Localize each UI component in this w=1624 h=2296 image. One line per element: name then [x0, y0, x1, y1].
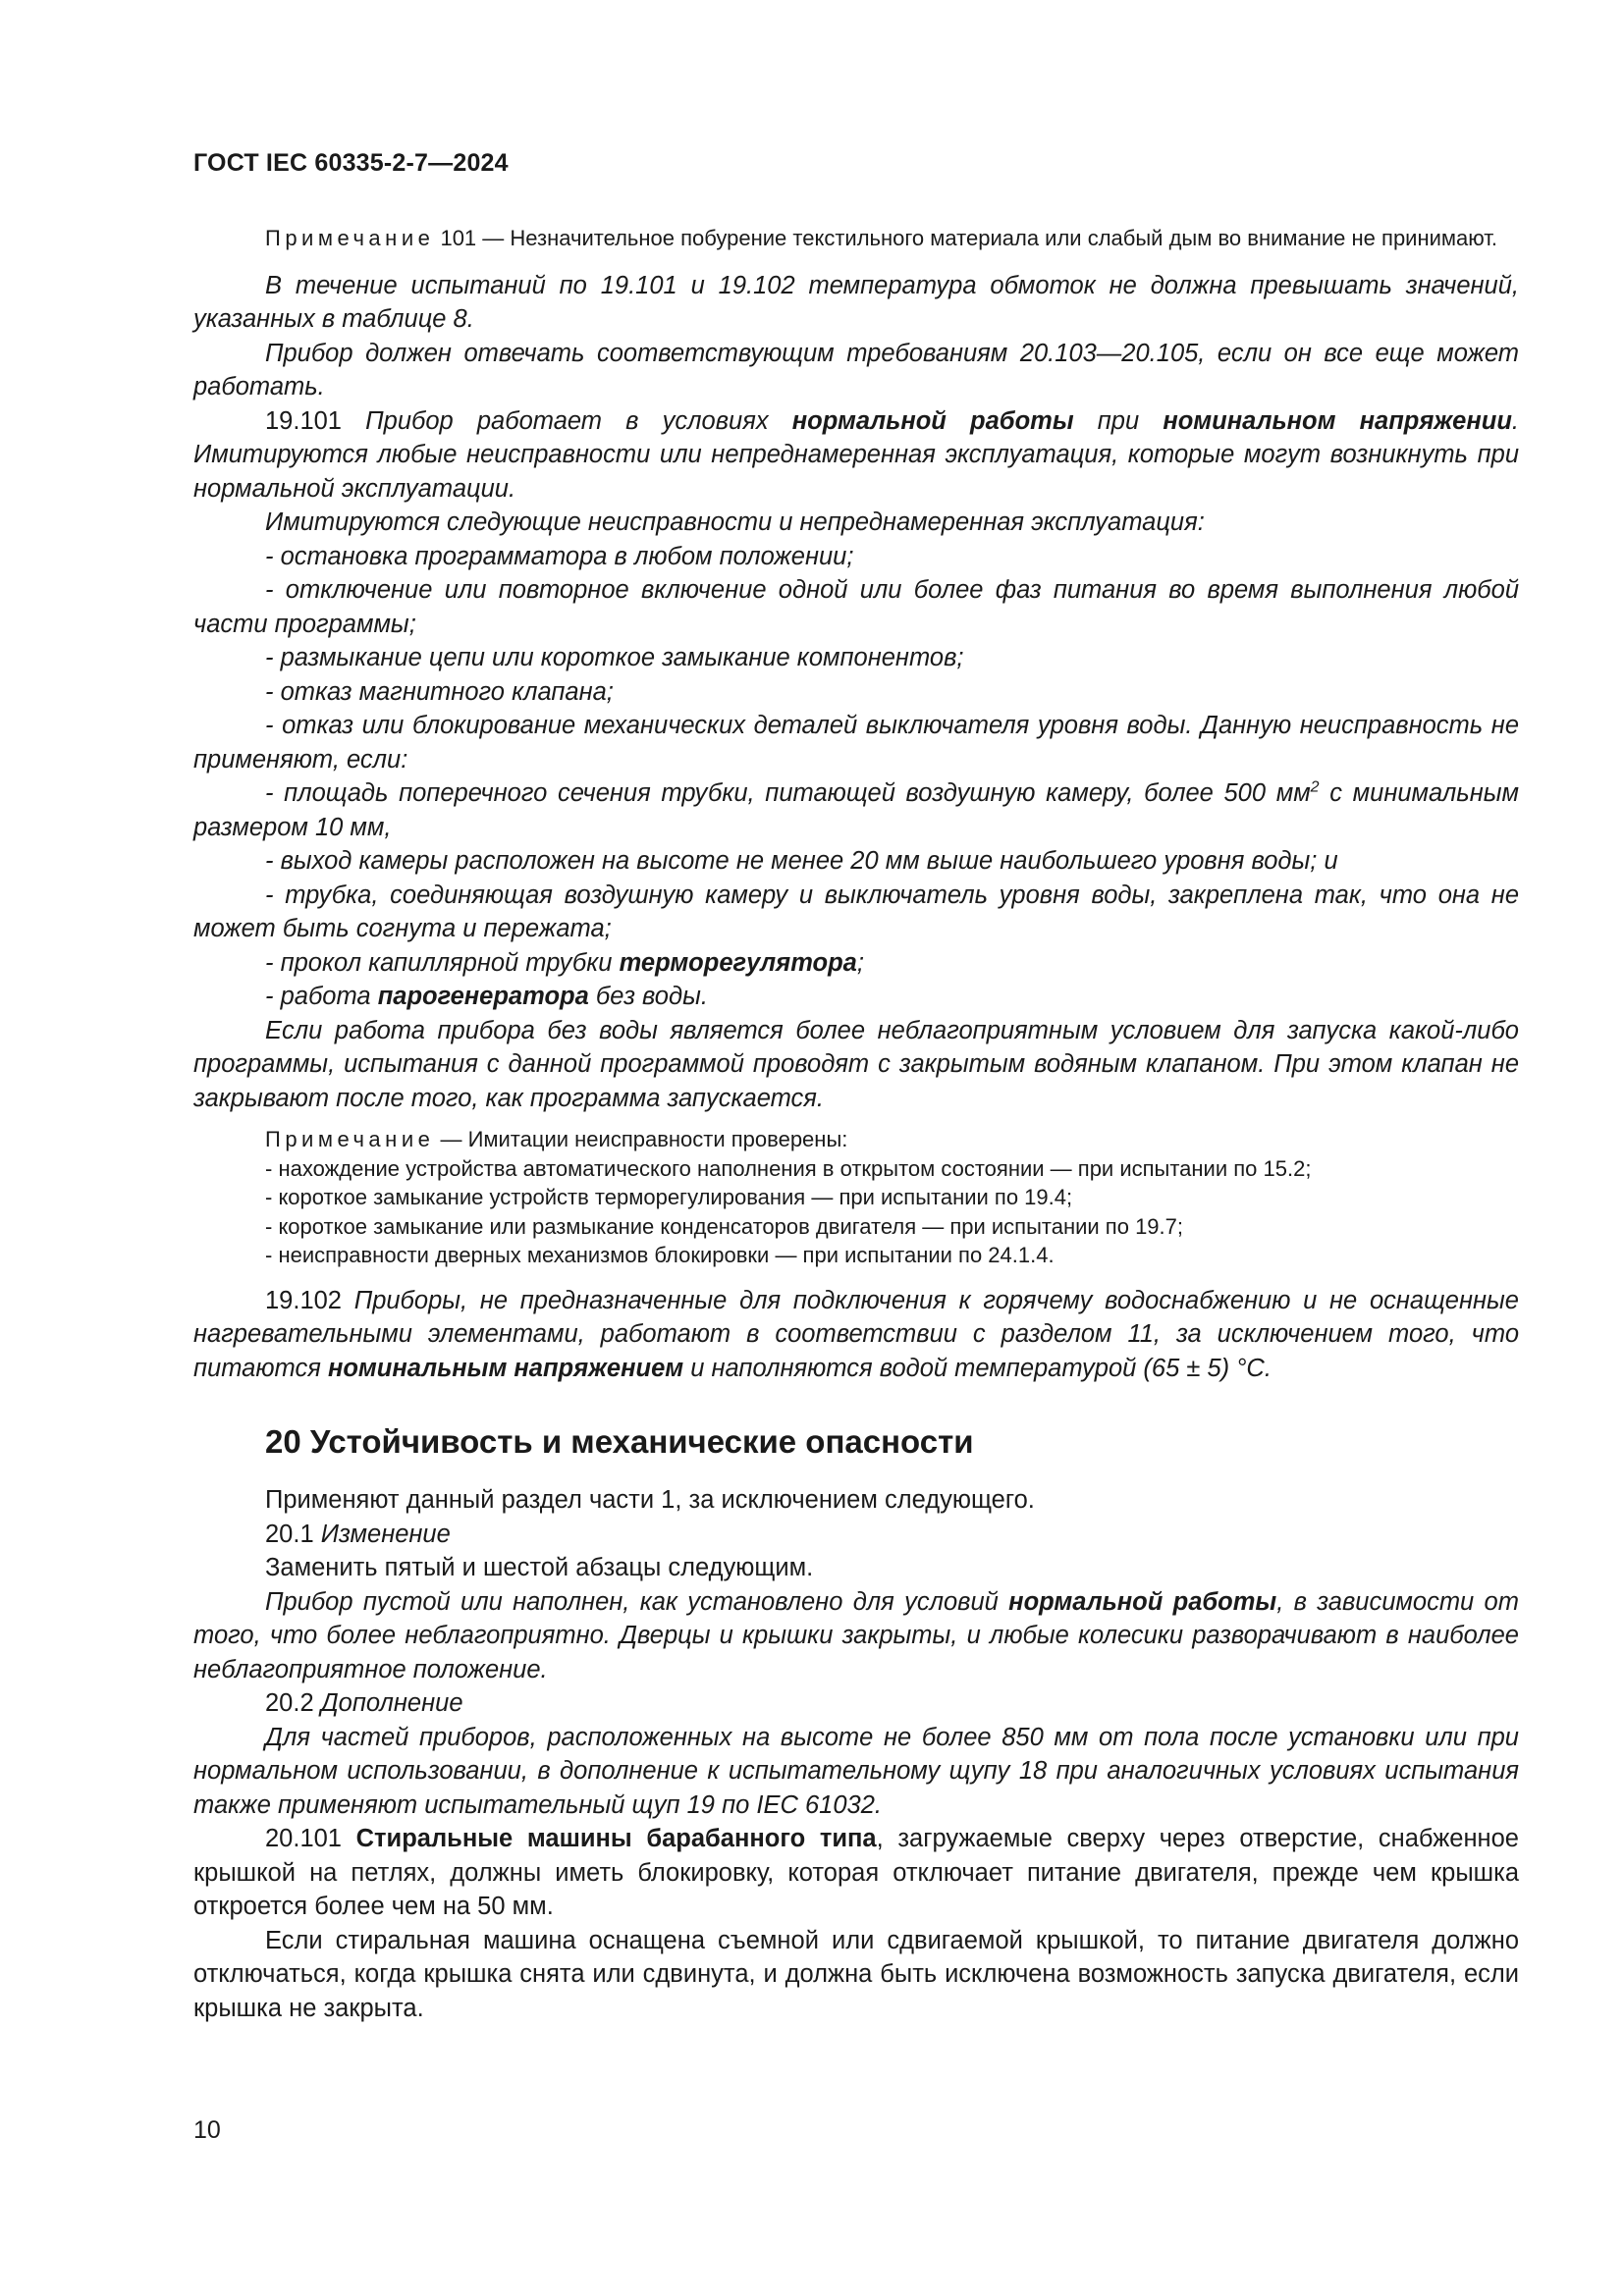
clause-20-2: 20.2 Дополнение [265, 1689, 463, 1717]
list-item: - отключение или повторное включение одной или более фаз питания во время выполнения любой части программы; [193, 576, 1519, 638]
clause-20-1: 20.1 Изменение [265, 1520, 451, 1548]
list-item-steam: - работа парогенератора без воды. [265, 983, 708, 1010]
term-normal-operation: нормальной работы [791, 406, 1074, 435]
imitation-intro: Имитируются следующие неисправности и непреднамеренная эксплуатация: [265, 508, 1205, 536]
clause-19-102: 19.102 Приборы, не предназначенные для подключения к горячему водоснабжению и не оснащенные нагревательными элементами, работают в соответствии с разделом 11, за исключением того, что питаются номинальным напряжением и наполняются водой температурой (65 ± 5) °С. [193, 1286, 1519, 1382]
term-rated-voltage: номинальном напряжении [1163, 406, 1512, 435]
list-item: - остановка программатора в любом положении; [265, 542, 854, 570]
note-item: - неисправности дверных механизмов блокировки — при испытании по 24.1.4. [265, 1243, 1055, 1267]
note-label: Примечание [265, 1127, 435, 1151]
paragraph-removable-lid: Если стиральная машина оснащена съемной или сдвигаемой крышкой, то питание двигателя должно отключаться, когда крышка снята или сдвинута, и должна быть исключена возможность запуска двигателя, если крышка не закрыта. [193, 1926, 1519, 2022]
term-drum-washer: Стиральные машины барабанного типа [355, 1825, 877, 1852]
note-label: Примечание [265, 226, 435, 250]
term-thermostat: терморегулятора [619, 948, 857, 977]
note-101 [193, 224, 1519, 253]
paragraph-apply: Применяют данный раздел части 1, за исключением следующего. [265, 1486, 1035, 1514]
clause-20-101: 20.101 Стиральные машины барабанного типа, загружаемые сверху через отверстие, снабженное крышкой на петлях, должны иметь блокировку, которая отключает питание двигателя, прежде чем крышка откроется более чем на 50 мм. [193, 1825, 1519, 1920]
paragraph-requirements: Прибор должен отвечать соответствующим требованиям 20.103—20.105, если он все еще может работать. [193, 339, 1519, 400]
clause-19-101: 19.101 Прибор работает в условиях нормальной работы при номинальном напряжении. Имитируются любые неисправности или непреднамеренная эксплуатация, которые могут возникнуть при нормальной эксплуатации. [193, 406, 1520, 503]
paragraph-device-state: Прибор пустой или наполнен, как установлено для условий нормальной работы, в зависимости от того, что более неблагоприятно. Дверцы и крышки закрыты, и любые колесики разворачивают в наиболее неблагоприятное положение. [193, 1587, 1519, 1683]
note-text: 101 — Незначительное побурение текстильного материала или слабый дым во внимание не принимают. [434, 226, 1498, 250]
list-item: - отказ магнитного клапана; [265, 677, 614, 706]
list-item: - размыкание цепи или короткое замыкание компонентов; [265, 644, 964, 671]
list-item-thermostat: - прокол капиллярной трубки терморегулятора; [265, 948, 864, 977]
paragraph-replace: Заменить пятый и шестой абзацы следующим. [265, 1554, 814, 1581]
note-item: - нахождение устройства автоматического наполнения в открытом состоянии — при испытании по 15.2; [265, 1155, 1312, 1181]
page-number: 10 [193, 2116, 221, 2144]
note-item: - короткое замыкание или размыкание конденсаторов двигателя — при испытании по 19.7; [265, 1213, 1183, 1239]
paragraph-winding-temp: В течение испытаний по 19.101 и 19.102 температура обмоток не должна превышать значений, указанных в таблице 8. [193, 271, 1519, 333]
paragraph-no-water: Если работа прибора без воды является более неблагоприятным условием для запуска какой-либо программы, испытания с данной программой проводят с закрытым водяным клапаном. При этом клапан не закрывают после того, как программа запускается. [193, 1016, 1519, 1112]
clause-number: 19.101 [265, 406, 366, 435]
sublist-item: - площадь поперечного сечения трубки, питающей воздушную камеру, более 500 $мм^2$ с минимальным размером 10 мм, [193, 778, 1519, 841]
clause-number: 19.102 [265, 1286, 354, 1314]
term-steam-generator: парогенератора [377, 983, 589, 1010]
sublist-item: - трубка, соединяющая воздушную камеру и выключатель уровня воды, закреплена так, что она не может быть согнута и пережата; [193, 881, 1519, 942]
superscript: 2 [1310, 778, 1320, 796]
note-item: - короткое замыкание устройств терморегулирования — при испытании по 19.4; [265, 1185, 1073, 1209]
term-rated-voltage: номинальным напряжением [327, 1354, 684, 1382]
sublist-item: - выход камеры расположен на высоте не менее 20 мм выше наибольшего уровня воды; и [265, 847, 1338, 875]
list-item: - отказ или блокирование механических деталей выключателя уровня воды. Данную неисправность не применяют, если: [193, 712, 1519, 774]
page-content [193, 224, 1519, 2025]
note-simulations: Примечание — Имитации неисправности проверены: [265, 1127, 848, 1151]
document-code-header: ГОСТ IEC 60335-2-7—2024 [193, 149, 509, 177]
term-normal-operation: нормальной работы [1008, 1587, 1277, 1616]
paragraph-test-probe: Для частей приборов, расположенных на высоте не более 850 мм от пола после установки или при нормальном использовании, в дополнение к испытательному щупу 18 при аналогичных условиях испытания также применяют испытательный щуп 19 по IEC 61032. [193, 1723, 1519, 1819]
section-heading: 20 Устойчивость и механические опасности [265, 1423, 974, 1460]
